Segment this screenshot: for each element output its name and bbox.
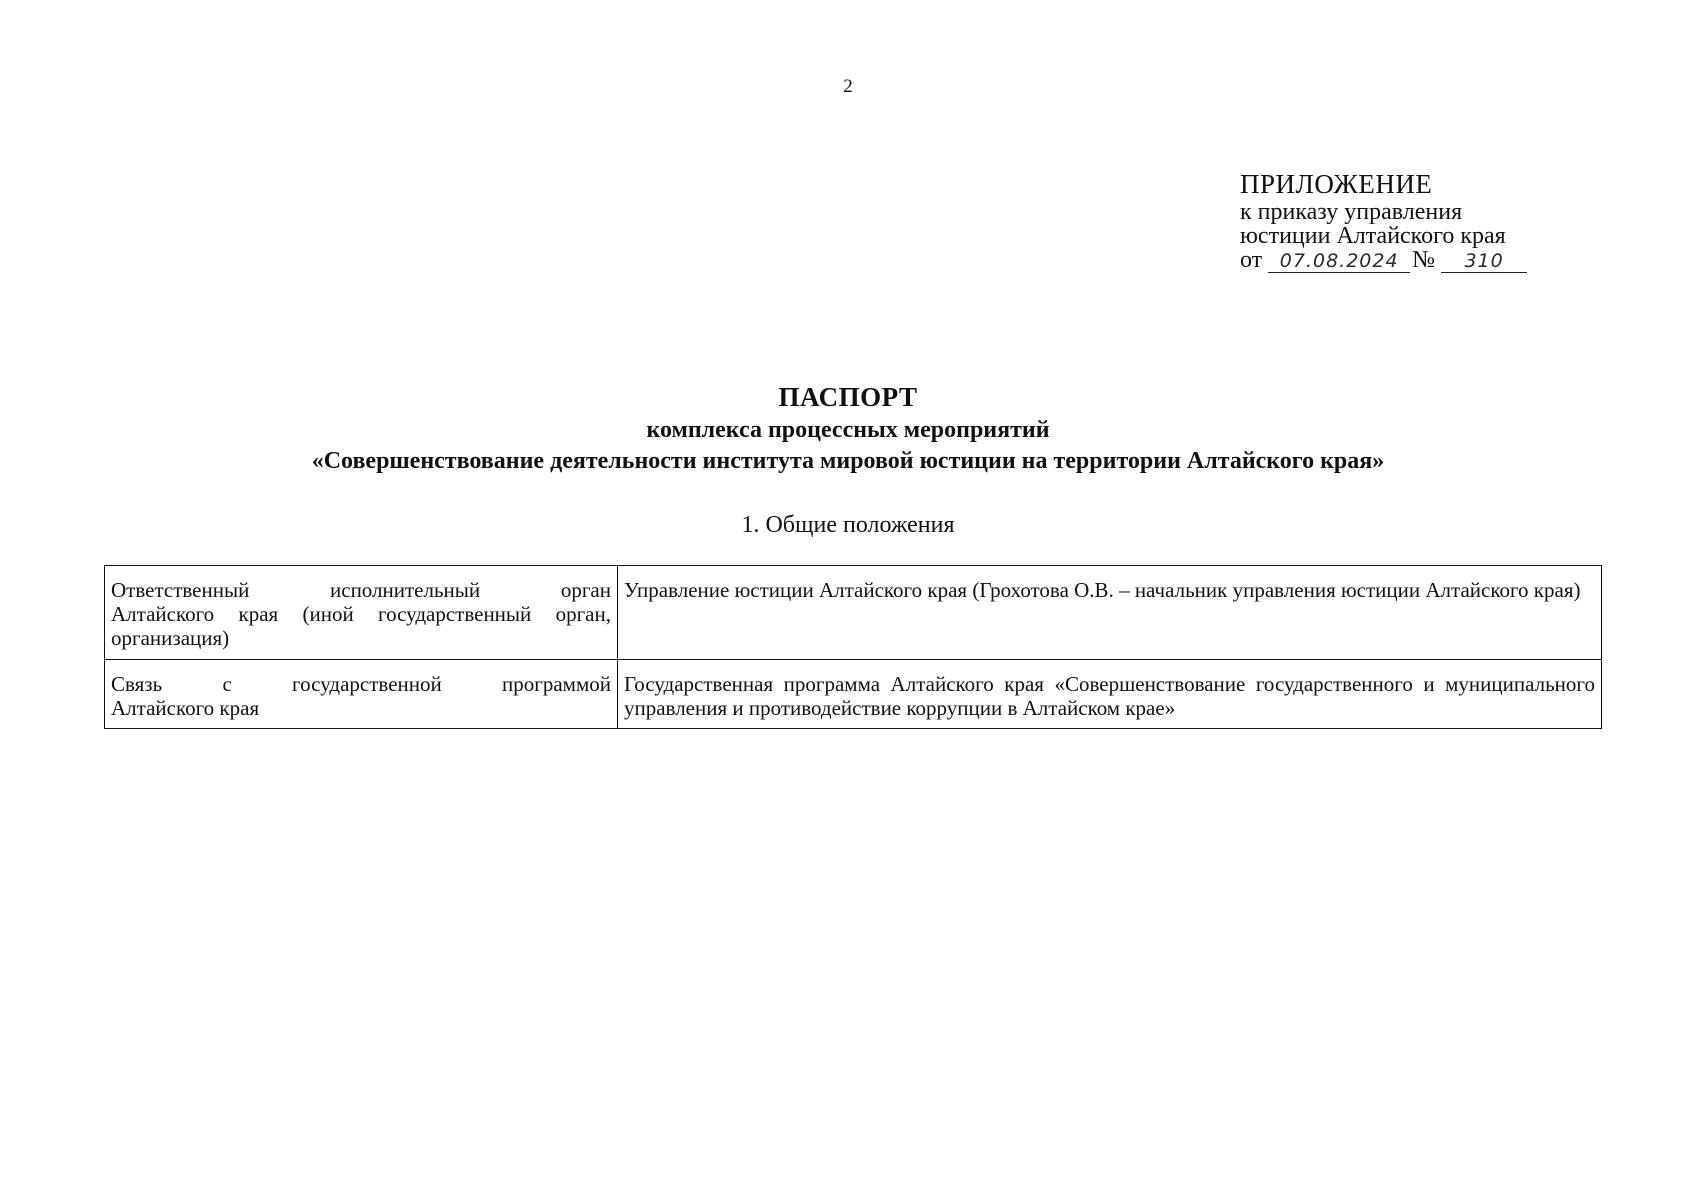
appendix-line-1: к приказу управления [1240, 199, 1463, 225]
appendix-date-line [1240, 248, 1580, 273]
table-cell-value: Государственная программа Алтайского края «Совершенствование государственного и муниципального управления и противодействие коррупции в Алтайском крае» [618, 660, 1602, 729]
date-prefix: от [1240, 247, 1263, 273]
cell-label-line: Ответственный исполнительный орган [111, 578, 611, 602]
appendix-title: ПРИЛОЖЕНИЕ [1240, 169, 1433, 199]
section-title: 1. Общие положения [741, 512, 955, 538]
table-cell-value: Управление юстиции Алтайского края (Грохотова О.В. – начальник управления юстиции Алтайского края) [618, 566, 1602, 660]
document-name: «Совершенствование деятельности института мировой юстиции на территории Алтайского края» [311, 448, 1385, 474]
table-row [105, 566, 1602, 660]
document-title: ПАСПОРТ [778, 382, 918, 412]
table-cell-label [105, 566, 618, 660]
cell-label-line: Связь с государственной программой [111, 672, 611, 696]
handwritten-date: 07.08.2024 [1268, 250, 1410, 273]
general-provisions-table [104, 565, 1602, 729]
number-sign: № [1412, 247, 1436, 273]
appendix-line-2: юстиции Алтайского края [1240, 223, 1506, 249]
document-subtitle: комплекса процессных мероприятий [646, 417, 1050, 443]
cell-label-line: Алтайского края [111, 696, 260, 720]
page-number: 2 [843, 76, 853, 97]
appendix-block [1240, 169, 1580, 273]
handwritten-number: 310 [1441, 250, 1527, 273]
table-row [105, 660, 1602, 729]
cell-label-line: Алтайского края (иной государственный орган, организация) [111, 602, 611, 650]
table-cell-label [105, 660, 618, 729]
